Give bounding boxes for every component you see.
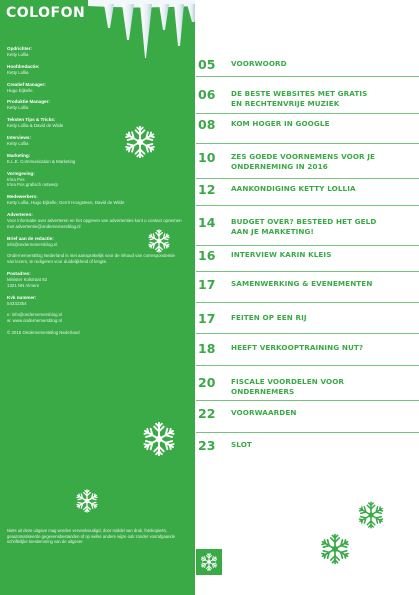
credits-list [7, 46, 182, 342]
toc-title: SAMENWERKING & EVENEMENTEN [231, 279, 373, 288]
toc-page-number: 06 [198, 87, 216, 102]
toc-page-number: 23 [198, 438, 216, 453]
credit-label: Produktie Manager: [7, 99, 50, 105]
toc-divider [196, 302, 419, 303]
toc-page-number: 17 [198, 311, 216, 326]
toc-page-number: 18 [198, 341, 216, 356]
toc-title: VOORWOORD [231, 59, 287, 68]
toc-page-number: 20 [198, 375, 216, 390]
credit-entry [7, 99, 182, 111]
credit-label: Vormgeving: [7, 170, 35, 176]
toc-title: KOM HOGER IN GOOGLE [231, 119, 330, 128]
credit-label: Creatief Manager: [7, 81, 46, 87]
toc-divider [196, 400, 419, 401]
snowflake-icon [356, 500, 386, 530]
toc-title: INTERVIEW KARIN KLEIS [231, 250, 332, 259]
toc-divider [196, 76, 419, 77]
credit-entry [7, 171, 182, 189]
credit-value: Irma Pos Irma Pos grafisch ontwerp [7, 176, 59, 188]
toc-page-number: 12 [198, 182, 216, 197]
credit-value: Ketty Lollia, Hugo Eijkelle, Gerrit Hoogsteen, David de Wilde [7, 200, 125, 206]
credit-label: Medewerkers: [7, 194, 38, 200]
snowflake-icon [146, 228, 172, 254]
credit-value: info@ondernemersblog.nl [7, 241, 58, 247]
toc-page-number: 08 [198, 117, 216, 132]
toc-divider [196, 143, 419, 144]
toc-title: AANKONDIGING KETTY LOLLIA [231, 184, 356, 193]
credit-label: Hoofdredactie: [7, 63, 40, 69]
toc-page-number: 16 [198, 248, 216, 263]
toc-divider [196, 432, 419, 433]
credit-value: Ketty Lollia [7, 69, 29, 75]
credit-entry [7, 212, 182, 230]
toc-page-number: 05 [198, 57, 216, 72]
colofon-sidebar [0, 0, 195, 595]
toc-title: FISCALE VOORDELEN VOOR ONDERNEMERS [231, 377, 345, 396]
toc-divider [196, 365, 419, 366]
credit-entry [7, 312, 182, 324]
toc-divider [196, 178, 419, 179]
snowflake-icon [199, 552, 219, 572]
credit-entry [7, 194, 182, 206]
toc-title: VOORWAARDEN [231, 408, 297, 417]
credit-label: Brief aan de redactie: [7, 235, 54, 241]
credit-value: Minister Kolstraat 92 1321 NN Almere [7, 276, 48, 288]
toc-title: DE BESTE WEBSITES MET GRATIS EN RECHTENVRIJE MUZIEK [231, 89, 368, 108]
toc-divider [196, 333, 419, 334]
toc-title: ZES GOEDE VOORNEMENS VOOR JE ONDERNEMING IN 2016 [231, 152, 376, 171]
credit-label: Postadres: [7, 270, 31, 276]
copyright-text: Niets uit deze uitgave mag worden verveelvoudigd, door middel van druk, fotokopieën, geautomatiseerde gegevensbestanden of op welke andere wijze ook zonder voorafgaande schriftelijke toestemming van de uitgever. [7, 528, 176, 545]
credit-label: Interviews: [7, 134, 31, 140]
credit-value: Hugo Eijkelle [7, 87, 33, 93]
toc-title: HEEFT VERKOOPTRAINING NUT? [231, 343, 364, 352]
credit-entry [7, 82, 182, 94]
toc-divider [196, 113, 419, 114]
page-marker-square [196, 549, 222, 575]
credit-label: Opdrichter: [7, 46, 33, 51]
credit-value: Ketty Lollia [7, 140, 29, 146]
toc-page-number: 14 [198, 215, 216, 230]
credit-label: Kvk nummer: [7, 294, 37, 300]
credit-label: Marketing: [7, 152, 31, 158]
toc-page-number: 17 [198, 277, 216, 292]
snowflake-icon [122, 124, 158, 160]
credit-value: K.L.E. Communication & Marketing [7, 158, 76, 164]
credit-value: OndernemersBlog Nederland is niet aansprakelijk voor de inhoud van correspondentie van lezers, te redigeren voor duidelijkheid of lengte. [7, 253, 175, 265]
credit-value: Ketty Lollia [7, 52, 29, 57]
credit-value: Voor informatie over adverteren en het opgeven van advertenties kunt u contact opnemen met advertentie@ondernemersblog.nl [7, 217, 182, 229]
credit-value: Ketty Lollia [7, 105, 29, 111]
credit-value: e: info@ondernemersblog.nl w: www.ondernemersblog.nl [7, 312, 63, 324]
snowflake-icon [140, 420, 178, 458]
credit-label: Adverteren: [7, 211, 33, 217]
toc-title: FEITEN OP EEN RIJ [231, 313, 307, 322]
toc-page-number: 22 [198, 406, 216, 421]
colofon-title: COLOFON [6, 5, 86, 21]
snowflake-icon [318, 532, 352, 566]
toc-divider [196, 271, 419, 272]
credit-entry [7, 330, 182, 336]
credit-entry [7, 46, 182, 58]
credit-entry [7, 295, 182, 307]
credit-entry [7, 253, 182, 265]
toc-page-number: 10 [198, 150, 216, 165]
credit-entry [7, 64, 182, 76]
toc-title: BUDGET OVER? BESTEED HET GELD AAN JE MARKETING! [231, 217, 377, 236]
snowflake-icon [74, 488, 100, 514]
credit-entry [7, 271, 182, 289]
credit-value: 54332354 [7, 300, 27, 306]
toc-divider [196, 245, 419, 246]
toc-divider [196, 205, 419, 206]
credit-value: © 2015 OndernemersBlog Nederland [7, 329, 80, 335]
credit-label: Teksten Tips & Tricks: [7, 117, 56, 123]
credit-value: Ketty Lollia & David de Wilde [7, 123, 64, 129]
copyright-notice [7, 528, 185, 545]
toc-title: SLOT [231, 440, 252, 449]
